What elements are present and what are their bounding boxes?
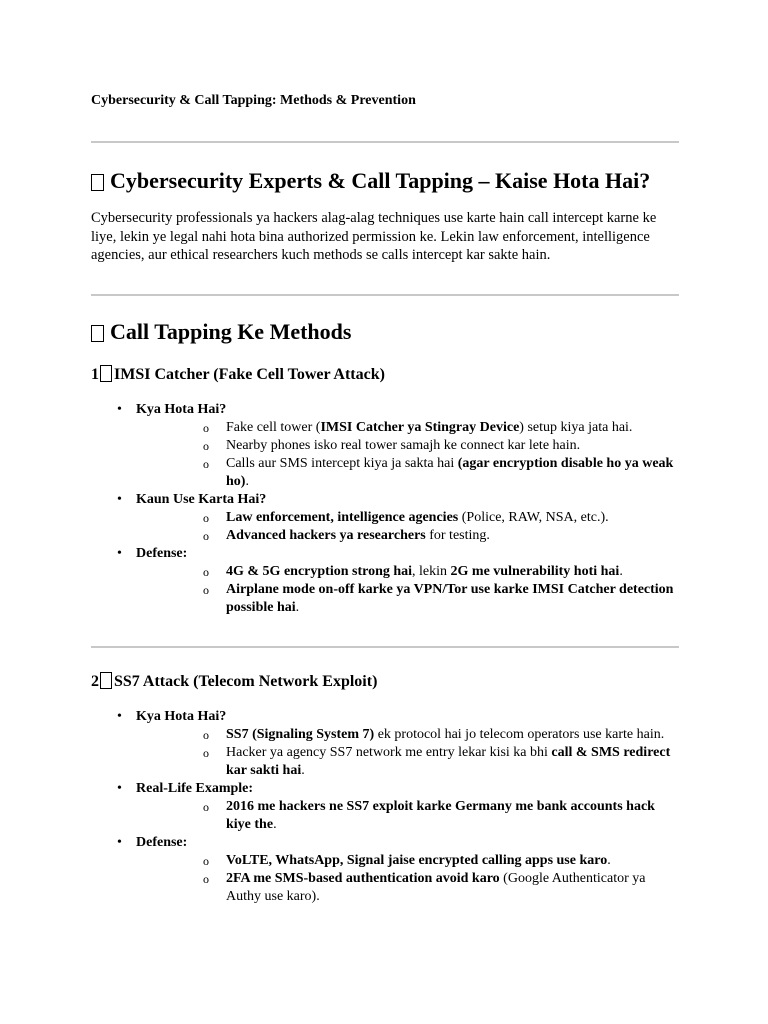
list-item: • Defense: o VoLTE, WhatsApp, Signal jaise encrypted calling apps use karo. o 2FA me SMS-based authentication avoid karo (Google Authenticator ya Authy use karo). xyxy=(91,834,679,906)
method-heading-ss7: 2 SS7 Attack (Telecom Network Exploit) xyxy=(91,673,378,690)
intro-paragraph: Cybersecurity professionals ya hackers alag-alag techniques use karte hain call intercept karne ke liye, lekin ye legal nahi hota bina authorized permission ke. Lekin law enforcement, intelligence agencies, aur ethical researchers kuch methods se calls intercept kar sakte hain. xyxy=(91,210,657,263)
missing-glyph-icon xyxy=(91,325,104,342)
list-item: o VoLTE, WhatsApp, Signal jaise encrypted calling apps use karo. xyxy=(136,852,679,870)
list-item: o Nearby phones isko real tower samajh ke connect kar lete hain. xyxy=(136,437,679,455)
section-heading-2: Call Tapping Ke Methods xyxy=(91,318,351,346)
list-item: • Kya Hota Hai? o SS7 (Signaling System 7) ek protocol hai jo telecom operators use karte hain. o Hacker ya agency SS7 network me entry lekar kisi ka bhi call & SMS redirect kar sakti hai. xyxy=(91,708,679,780)
list-item: o Fake cell tower (IMSI Catcher ya Stingray Device) setup kiya jata hai. xyxy=(136,419,679,437)
missing-glyph-icon xyxy=(91,174,104,191)
list-item: o Airplane mode on-off karke ya VPN/Tor use karke IMSI Catcher detection possible hai. xyxy=(136,581,679,617)
list-item: • Kya Hota Hai? o Fake cell tower (IMSI Catcher ya Stingray Device) setup kiya jata hai. o Nearby phones isko real tower samajh ke connect kar lete hain. o Calls aur SMS intercept kiya ja sakta hai (agar encryption disable ho ya weak ho). xyxy=(91,401,679,491)
list-item: o Calls aur SMS intercept kiya ja sakta hai (agar encryption disable ho ya weak ho). xyxy=(136,455,679,491)
list-item: o 2016 me hackers ne SS7 exploit karke Germany me bank accounts hack kiye the. xyxy=(136,798,679,834)
list-item: o 2FA me SMS-based authentication avoid karo (Google Authenticator ya Authy use karo). xyxy=(136,870,679,906)
list-item: o Law enforcement, intelligence agencies (Police, RAW, NSA, etc.). xyxy=(136,509,679,527)
method-heading-imsi: 1 IMSI Catcher (Fake Cell Tower Attack) xyxy=(91,366,385,383)
document-title: Cybersecurity & Call Tapping: Methods & Prevention xyxy=(91,93,416,108)
missing-glyph-icon xyxy=(100,672,112,689)
list-item: • Kaun Use Karta Hai? o Law enforcement, intelligence agencies (Police, RAW, NSA, etc.). o Advanced hackers ya researchers for testing. xyxy=(91,491,679,545)
list-item: o SS7 (Signaling System 7) ek protocol hai jo telecom operators use karte hain. xyxy=(136,726,679,744)
method-2-list xyxy=(91,708,679,906)
list-item: o Hacker ya agency SS7 network me entry lekar kisi ka bhi call & SMS redirect kar sakti hai. xyxy=(136,744,679,780)
list-item: o 4G & 5G encryption strong hai, lekin 2G me vulnerability hoti hai. xyxy=(136,563,679,581)
list-item: • Real-Life Example: o 2016 me hackers ne SS7 exploit karke Germany me bank accounts hack kiye the. xyxy=(91,780,679,834)
divider xyxy=(91,294,679,296)
list-item: • Defense: o 4G & 5G encryption strong hai, lekin 2G me vulnerability hoti hai. o Airplane mode on-off karke ya VPN/Tor use karke IMSI Catcher detection possible hai. xyxy=(91,545,679,617)
divider xyxy=(91,646,679,648)
divider xyxy=(91,141,679,143)
list-item: o Advanced hackers ya researchers for testing. xyxy=(136,527,679,545)
section-heading-1: Cybersecurity Experts & Call Tapping – Kaise Hota Hai? xyxy=(91,167,650,195)
missing-glyph-icon xyxy=(100,365,112,382)
method-1-list xyxy=(91,401,679,617)
